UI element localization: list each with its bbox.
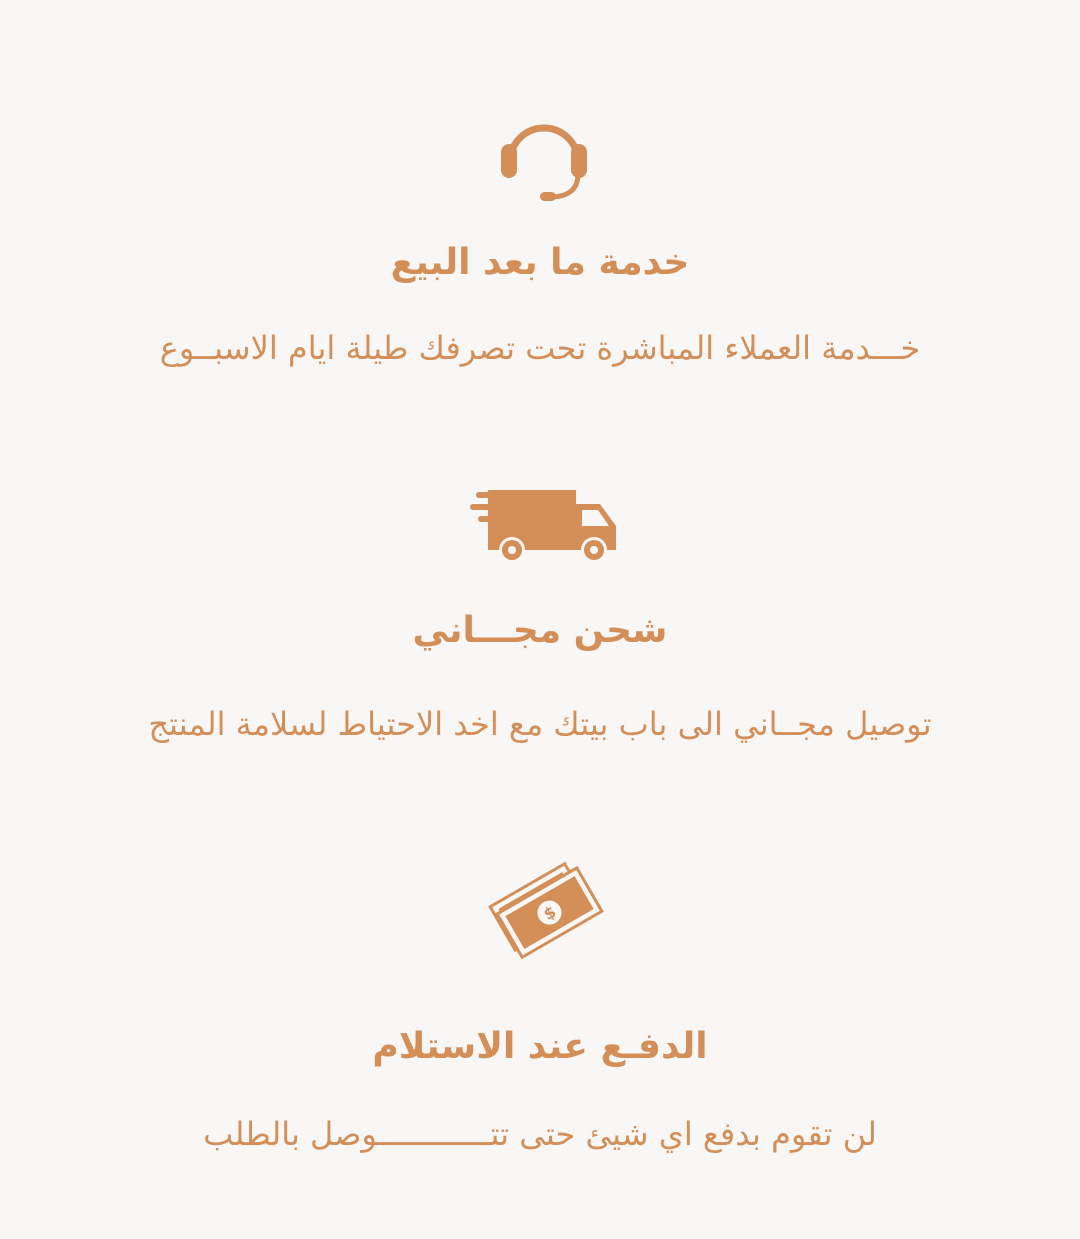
feature-description: لن تقوم بدفع اي شيئ حتى تتــــــــــــوصل بالطلب xyxy=(203,1115,877,1153)
svg-text:$: $ xyxy=(540,902,560,925)
feature-title: شحن مجـــاني xyxy=(412,610,668,651)
feature-description: توصيل مجــاني الى باب بيتك مع اخد الاحتياط لسلامة المنتج xyxy=(148,705,932,743)
feature-title: الدفـع عند الاستلام xyxy=(372,1026,708,1067)
delivery-truck-icon xyxy=(470,486,620,566)
feature-title: خدمة ما بعد البيع xyxy=(390,242,690,283)
feature-description: خـــدمة العملاء المباشرة تحت تصرفك طيلة ايام الاسبــوع xyxy=(159,329,921,367)
headset-icon xyxy=(500,108,588,204)
cash-money-icon xyxy=(484,850,604,966)
